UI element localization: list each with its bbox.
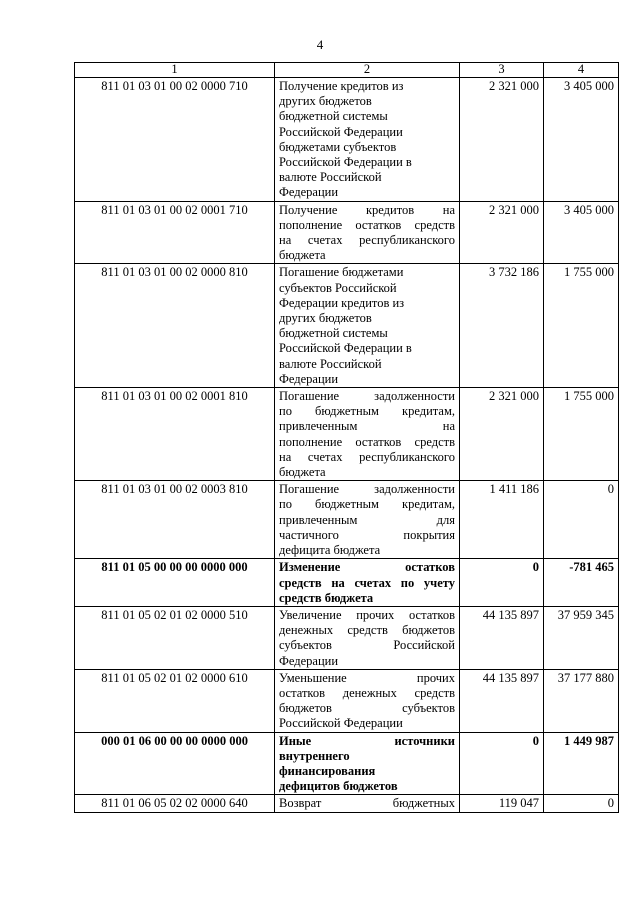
table-row (75, 559, 619, 607)
budget-code-cell: 000 01 06 00 00 00 0000 000 (75, 732, 275, 795)
description-line: Федерации (279, 653, 339, 668)
description-line: Изменение остатков (279, 560, 455, 575)
description-line: других бюджетов (279, 94, 372, 109)
description-line: по бюджетным кредитам, (279, 404, 455, 419)
description-line: Уменьшение прочих (279, 670, 455, 685)
description-line: на счетах республиканского (279, 233, 455, 248)
amount-col-3: 44 135 897 (460, 606, 544, 669)
description-line: бюджета (279, 465, 326, 480)
description-line: Получение кредитов из (279, 79, 404, 93)
table-row (75, 669, 619, 732)
description-line: Погашение задолженности (279, 389, 455, 404)
table-row (75, 264, 619, 388)
table-header (75, 63, 619, 78)
description-line: дефицита бюджета (279, 543, 381, 558)
description-cell (275, 481, 460, 559)
table-row (75, 795, 619, 812)
description-cell (275, 559, 460, 607)
amount-col-3: 1 411 186 (460, 481, 544, 559)
header-col-3: 3 (460, 63, 544, 78)
budget-code-cell: 811 01 03 01 00 02 0003 810 (75, 481, 275, 559)
description-line: Увеличение прочих остатков (279, 607, 455, 622)
description-cell (275, 201, 460, 264)
budget-code-cell: 811 01 03 01 00 02 0000 710 (75, 78, 275, 202)
description-line: финансирования (279, 763, 376, 778)
budget-code-cell: 811 01 03 01 00 02 0000 810 (75, 264, 275, 388)
amount-col-4: -781 465 (544, 559, 619, 607)
description-line: Погашение задолженности (279, 482, 455, 497)
amount-col-3: 2 321 000 (460, 388, 544, 481)
table-row (75, 78, 619, 202)
description-cell (275, 78, 460, 202)
description-line: денежных средств бюджетов (279, 623, 455, 638)
amount-col-3: 0 (460, 559, 544, 607)
amount-col-4: 37 177 880 (544, 669, 619, 732)
budget-code-cell: 811 01 03 01 00 02 0001 710 (75, 201, 275, 264)
description-line: субъектов Российской (279, 280, 397, 295)
description-line: частичного покрытия (279, 527, 455, 542)
description-line: Федерации (279, 371, 339, 386)
description-line: бюджетов субъектов (279, 701, 455, 716)
page-number: 4 (316, 37, 324, 52)
table-body (75, 78, 619, 813)
description-line: Российской Федерации в (279, 155, 412, 170)
budget-code-cell: 811 01 05 02 01 02 0000 610 (75, 669, 275, 732)
description-line: Федерации (279, 185, 339, 200)
description-line: Иные источники (279, 733, 455, 748)
description-line: Российской Федерации (279, 124, 403, 139)
description-line: субъектов Российской (279, 638, 455, 653)
description-line: привлеченным для (279, 512, 455, 527)
budget-code-cell: 811 01 03 01 00 02 0001 810 (75, 388, 275, 481)
description-cell (275, 264, 460, 388)
description-line: Возврат бюджетных (279, 796, 455, 811)
description-line: бюджетами субъектов (279, 139, 397, 154)
description-line: пополнение остатков средств (279, 434, 455, 449)
table-row (75, 201, 619, 264)
description-line: валюте Российской (279, 356, 382, 371)
description-line: на счетах республиканского (279, 449, 455, 464)
description-line: Российской Федерации (279, 716, 403, 731)
description-cell (275, 388, 460, 481)
description-line: средств на счетах по учету (279, 575, 455, 590)
description-line: по бюджетным кредитам, (279, 497, 455, 512)
amount-col-4: 37 959 345 (544, 606, 619, 669)
amount-col-3: 119 047 (460, 795, 544, 812)
amount-col-4: 0 (544, 481, 619, 559)
description-line: бюджетной системы (279, 109, 388, 124)
amount-col-4: 3 405 000 (544, 201, 619, 264)
table-row (75, 732, 619, 795)
description-line: средств бюджета (279, 590, 374, 605)
amount-col-4: 0 (544, 795, 619, 812)
description-line: Российской Федерации в (279, 341, 412, 356)
amount-col-3: 0 (460, 732, 544, 795)
header-col-2: 2 (275, 63, 460, 78)
description-line: Федерации кредитов из (279, 295, 405, 310)
table-row (75, 606, 619, 669)
description-line: дефицитов бюджетов (279, 779, 398, 794)
budget-code-cell: 811 01 06 05 02 02 0000 640 (75, 795, 275, 812)
table-row (75, 481, 619, 559)
description-cell (275, 732, 460, 795)
amount-col-3: 3 732 186 (460, 264, 544, 388)
amount-col-4: 1 755 000 (544, 388, 619, 481)
amount-col-3: 2 321 000 (460, 78, 544, 202)
budget-sources-table (74, 62, 619, 813)
header-row (75, 63, 619, 78)
description-line: Погашение бюджетами (279, 265, 404, 280)
amount-col-3: 2 321 000 (460, 201, 544, 264)
budget-code-cell: 811 01 05 00 00 00 0000 000 (75, 559, 275, 607)
description-line: привлеченным на (279, 419, 455, 434)
table-row (75, 388, 619, 481)
amount-col-4: 1 755 000 (544, 264, 619, 388)
description-cell (275, 606, 460, 669)
description-cell (275, 669, 460, 732)
header-col-4: 4 (544, 63, 619, 78)
amount-col-4: 1 449 987 (544, 732, 619, 795)
amount-col-4: 3 405 000 (544, 78, 619, 202)
description-line: бюджетной системы (279, 326, 388, 341)
description-line: других бюджетов (279, 311, 372, 326)
description-line: Получение кредитов на (279, 202, 455, 217)
description-line: пополнение остатков средств (279, 217, 455, 232)
amount-col-3: 44 135 897 (460, 669, 544, 732)
description-cell (275, 795, 460, 812)
description-line: валюте Российской (279, 170, 382, 185)
description-line: бюджета (279, 248, 326, 263)
header-col-1: 1 (75, 63, 275, 78)
budget-code-cell: 811 01 05 02 01 02 0000 510 (75, 606, 275, 669)
description-line: внутреннего (279, 748, 350, 763)
description-line: остатков денежных средств (279, 685, 455, 700)
